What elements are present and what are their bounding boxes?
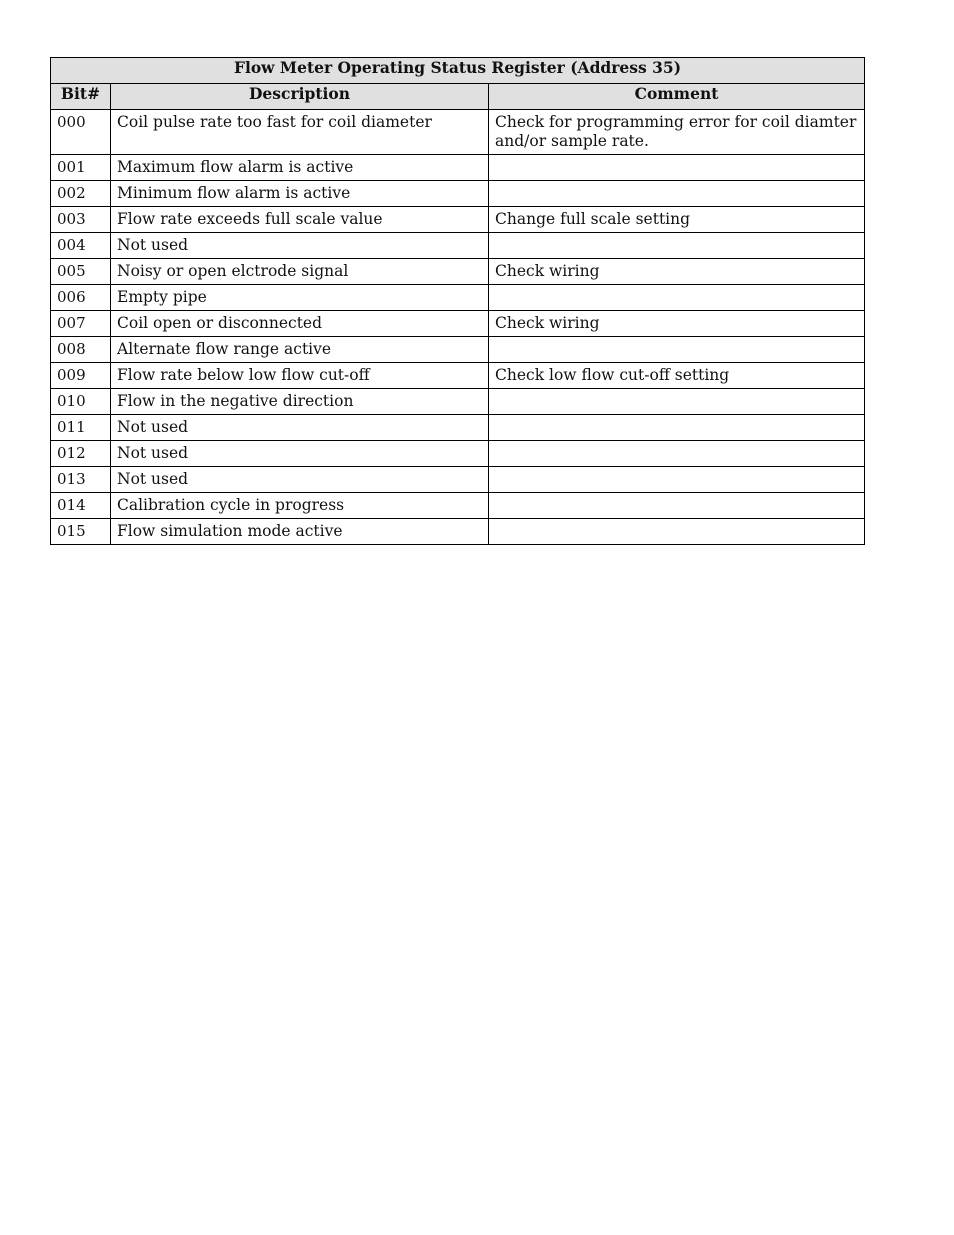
description-text: Not used [117, 470, 189, 488]
comment-cell [489, 233, 865, 259]
comment-cell [489, 311, 865, 337]
comment-cell [489, 363, 865, 389]
description-text: Calibration cycle in progress [117, 496, 345, 514]
bit-cell [51, 259, 111, 285]
table-row [51, 110, 865, 155]
table-row [51, 337, 865, 363]
description-text: Flow rate below low flow cut-off [117, 366, 370, 384]
description-text: Empty pipe [117, 288, 207, 306]
comment-text: Check low flow cut-off setting [495, 366, 730, 384]
description-text: Alternate flow range active [117, 340, 332, 358]
comment-text [489, 233, 864, 257]
bit-value: 002 [57, 184, 86, 202]
description-cell [111, 259, 489, 285]
bit-cell [51, 467, 111, 493]
description-text: Maximum flow alarm is active [117, 158, 354, 176]
description-text: Flow simulation mode active [117, 522, 343, 540]
bit-value: 008 [57, 340, 86, 358]
table-row [51, 259, 865, 285]
bit-value: 013 [57, 470, 86, 488]
table-body [51, 110, 865, 545]
table-row [51, 155, 865, 181]
column-header-description: Description [111, 84, 489, 110]
bit-cell [51, 155, 111, 181]
comment-cell [489, 493, 865, 519]
table-row [51, 207, 865, 233]
comment-text: Check wiring [495, 314, 600, 332]
description-text: Not used [117, 236, 189, 254]
bit-value: 011 [57, 418, 86, 436]
bit-cell [51, 363, 111, 389]
bit-cell [51, 519, 111, 545]
comment-text [489, 389, 864, 413]
comment-text: Change full scale setting [495, 210, 691, 228]
description-cell [111, 415, 489, 441]
bit-cell [51, 337, 111, 363]
table-row [51, 415, 865, 441]
description-cell [111, 519, 489, 545]
description-cell [111, 311, 489, 337]
table-title: Flow Meter Operating Status Register (Address 35) [51, 58, 865, 84]
bit-value: 003 [57, 210, 86, 228]
bit-cell [51, 285, 111, 311]
bit-value: 001 [57, 158, 86, 176]
description-cell [111, 493, 489, 519]
column-header-bit: Bit# [51, 84, 111, 110]
comment-cell [489, 285, 865, 311]
comment-text [489, 155, 864, 179]
comment-cell [489, 155, 865, 181]
description-text: Minimum flow alarm is active [117, 184, 351, 202]
table-row [51, 181, 865, 207]
comment-text [489, 337, 864, 361]
bit-cell [51, 441, 111, 467]
description-cell [111, 363, 489, 389]
comment-text [489, 181, 864, 205]
comment-text [489, 285, 864, 309]
bit-cell [51, 311, 111, 337]
comment-text: Check wiring [495, 262, 600, 280]
comment-cell [489, 207, 865, 233]
table-row [51, 311, 865, 337]
comment-text [489, 415, 864, 439]
table-row [51, 389, 865, 415]
bit-cell [51, 415, 111, 441]
comment-cell [489, 337, 865, 363]
table-row [51, 493, 865, 519]
comment-text [489, 467, 864, 491]
comment-text: Check for programming error for coil diamter and/or sample rate. [495, 113, 857, 150]
table-row [51, 233, 865, 259]
comment-cell [489, 519, 865, 545]
document-page [50, 57, 864, 545]
bit-value: 009 [57, 366, 86, 384]
bit-value: 007 [57, 314, 86, 332]
bit-cell [51, 389, 111, 415]
bit-value: 012 [57, 444, 86, 462]
description-text: Flow rate exceeds full scale value [117, 210, 383, 228]
status-register-table [50, 57, 865, 545]
bit-cell [51, 207, 111, 233]
description-text: Not used [117, 444, 189, 462]
bit-cell [51, 181, 111, 207]
description-cell [111, 467, 489, 493]
comment-cell [489, 467, 865, 493]
bit-value: 005 [57, 262, 86, 280]
description-cell [111, 285, 489, 311]
comment-cell [489, 110, 865, 155]
description-cell [111, 389, 489, 415]
table-row [51, 467, 865, 493]
description-text: Coil pulse rate too fast for coil diameter [117, 113, 432, 131]
comment-text [489, 519, 864, 543]
comment-text [489, 441, 864, 465]
bit-cell [51, 233, 111, 259]
description-cell [111, 155, 489, 181]
bit-value: 010 [57, 392, 86, 410]
description-cell [111, 233, 489, 259]
description-cell [111, 337, 489, 363]
description-cell [111, 181, 489, 207]
comment-cell [489, 389, 865, 415]
description-text: Not used [117, 418, 189, 436]
comment-cell [489, 415, 865, 441]
comment-cell [489, 181, 865, 207]
comment-cell [489, 441, 865, 467]
description-text: Coil open or disconnected [117, 314, 323, 332]
description-cell [111, 110, 489, 155]
description-cell [111, 207, 489, 233]
table-row [51, 441, 865, 467]
description-text: Noisy or open elctrode signal [117, 262, 349, 280]
bit-value: 000 [57, 113, 86, 131]
comment-text [489, 493, 864, 517]
bit-value: 014 [57, 496, 86, 514]
table-row [51, 363, 865, 389]
bit-cell [51, 493, 111, 519]
bit-value: 004 [57, 236, 86, 254]
description-cell [111, 441, 489, 467]
column-header-comment: Comment [489, 84, 865, 110]
bit-value: 015 [57, 522, 86, 540]
table-row [51, 285, 865, 311]
bit-value: 006 [57, 288, 86, 306]
bit-cell [51, 110, 111, 155]
table-row [51, 519, 865, 545]
description-text: Flow in the negative direction [117, 392, 354, 410]
comment-cell [489, 259, 865, 285]
